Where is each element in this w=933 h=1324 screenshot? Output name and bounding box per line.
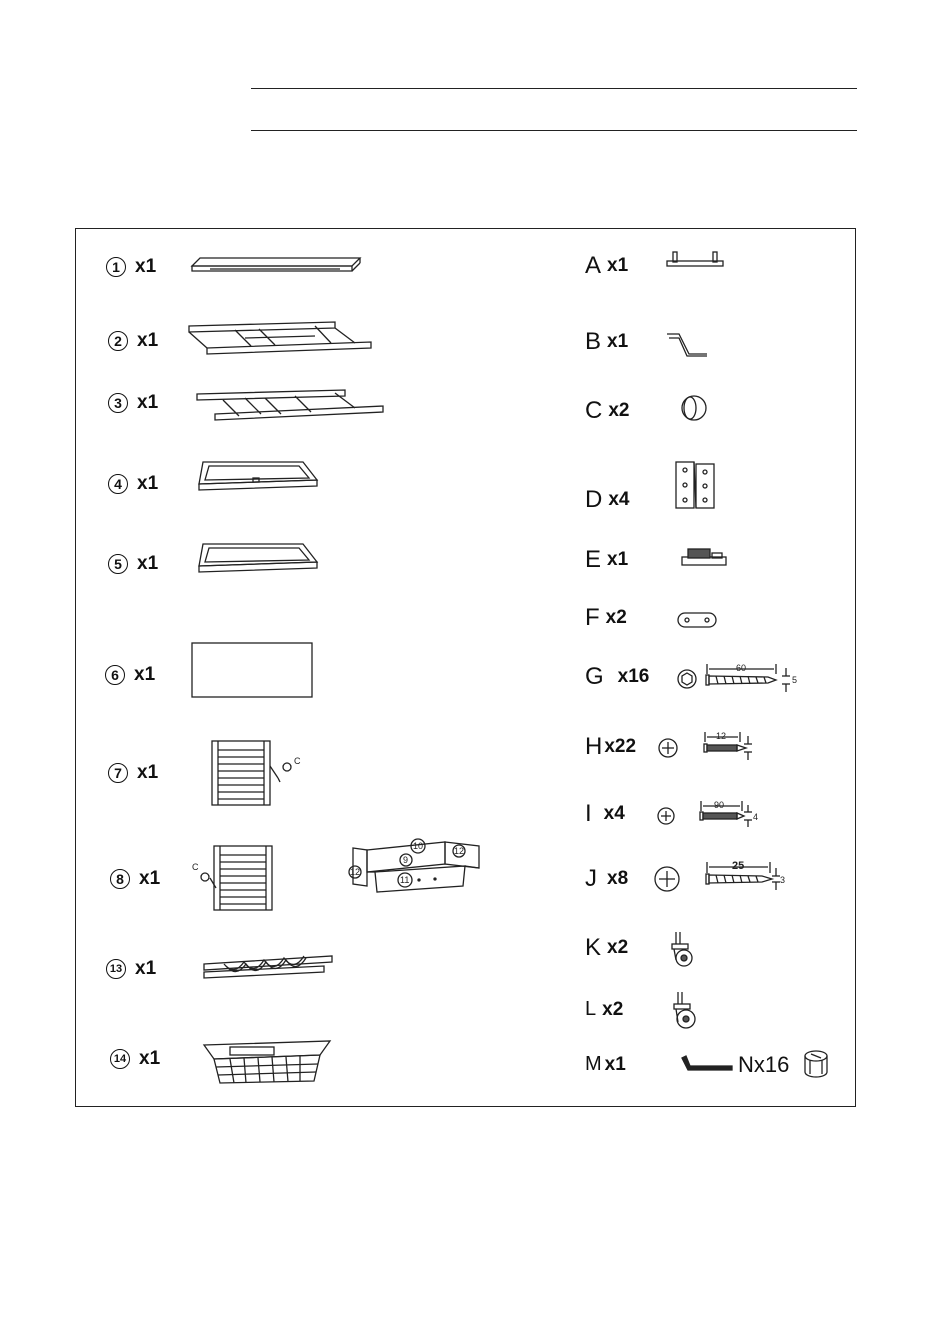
part-qty: x1 xyxy=(139,1048,161,1069)
hardware-I-label xyxy=(585,800,625,828)
hardware-letter: M xyxy=(585,1053,602,1075)
hardware-letter: G xyxy=(585,663,604,690)
cam-lock-N-illustration xyxy=(802,1048,832,1080)
part-qty: x1 xyxy=(137,473,159,494)
part-number: 7 xyxy=(108,763,128,783)
part-number: 3 xyxy=(108,393,128,413)
hardware-F-label xyxy=(585,604,627,632)
shelf-4-illustration xyxy=(195,458,320,494)
hardware-qty: x2 xyxy=(608,400,630,421)
door-7-illustration xyxy=(208,738,318,808)
part-qty: x1 xyxy=(139,868,161,889)
knob-C-illustration xyxy=(678,392,712,426)
drawer-callout-9: 9 xyxy=(403,855,409,865)
hardware-qty: x1 xyxy=(607,549,629,570)
hardware-letter: A xyxy=(585,252,602,279)
hardware-E-label xyxy=(585,546,628,574)
top-panel-illustration xyxy=(190,254,370,278)
header-rule-bottom xyxy=(251,130,857,131)
part-number: 5 xyxy=(108,554,128,574)
part-number: 13 xyxy=(106,959,126,979)
part-number: 1 xyxy=(106,257,126,277)
part-6-label xyxy=(105,664,155,686)
header-rule-top xyxy=(251,88,857,89)
part-qty: x1 xyxy=(137,553,159,574)
part-2-label xyxy=(108,330,158,352)
hardware-B-label xyxy=(585,328,628,356)
part-8-label xyxy=(110,868,160,890)
hardware-letter: D xyxy=(585,486,603,513)
hardware-qty: x2 xyxy=(605,607,627,628)
drawer-callout-12a: 12 xyxy=(454,846,465,856)
part-1-label xyxy=(106,256,156,278)
screw-G-length: 60 xyxy=(736,663,747,673)
hardware-H-label xyxy=(585,733,636,761)
door-8-illustration xyxy=(190,842,280,914)
part-qty: x1 xyxy=(137,330,159,351)
screw-I-length: 90 xyxy=(714,800,725,810)
basket-14-illustration xyxy=(200,1037,335,1087)
part-13-label xyxy=(106,958,156,980)
back-panel-illustration xyxy=(190,641,316,701)
hardware-letter: K xyxy=(585,934,602,961)
screw-G-diameter: 5 xyxy=(792,675,798,685)
part-3-label xyxy=(108,392,158,414)
part-number: 4 xyxy=(108,474,128,494)
door-7-hardware-callout: C xyxy=(294,756,301,766)
door-8-hardware-callout: C xyxy=(192,862,199,872)
plate-F-illustration xyxy=(676,610,720,630)
hardware-D-label xyxy=(585,486,629,514)
hardware-qty: x16 xyxy=(617,666,650,687)
handle-A-illustration xyxy=(665,250,727,272)
part-7-label xyxy=(108,762,158,784)
hardware-letter: F xyxy=(585,604,600,631)
screw-J-illustration xyxy=(652,858,790,898)
hardware-qty: x2 xyxy=(607,937,629,958)
hardware-letter: E xyxy=(585,546,602,573)
bracket-B-illustration xyxy=(665,330,710,358)
screw-J-length: 25 xyxy=(732,860,745,872)
screw-I-diameter: 4 xyxy=(753,812,759,822)
hardware-qty: x22 xyxy=(604,736,637,757)
hardware-letter: L xyxy=(585,998,597,1020)
shelf-5-illustration xyxy=(195,540,320,576)
frame-3-illustration xyxy=(195,384,390,428)
part-qty: x1 xyxy=(137,762,159,783)
hardware-letter: C xyxy=(585,397,603,424)
hardware-qty: x4 xyxy=(603,803,625,824)
hardware-A-label xyxy=(585,252,628,280)
hardware-qty: x1 xyxy=(604,1053,626,1075)
allen-key-M-illustration xyxy=(680,1052,736,1074)
caster-L-illustration xyxy=(664,990,702,1032)
part-qty: x1 xyxy=(134,664,156,685)
hardware-letter: B xyxy=(585,328,602,355)
caster-K-illustration xyxy=(664,930,700,970)
hardware-qty: x2 xyxy=(602,998,624,1020)
part-qty: x1 xyxy=(135,958,157,979)
screw-H-illustration xyxy=(656,728,760,768)
part-qty: x1 xyxy=(135,256,157,277)
drawer-illustration xyxy=(345,834,490,906)
part-4-label xyxy=(108,473,158,495)
drawer-callout-11: 11 xyxy=(400,875,410,885)
hardware-C-label xyxy=(585,397,629,425)
frame-2-illustration xyxy=(185,318,380,358)
hinge-D-illustration xyxy=(670,458,718,512)
screw-H-length: 12 xyxy=(716,731,727,741)
hardware-qty: x1 xyxy=(607,255,629,276)
drawer-callout-12b: 12 xyxy=(350,867,361,877)
hardware-letter: I xyxy=(585,800,592,827)
screw-I-illustration xyxy=(654,797,764,833)
part-qty: x1 xyxy=(137,392,159,413)
part-number: 6 xyxy=(105,665,125,685)
hardware-J-label xyxy=(585,865,628,893)
part-number: 8 xyxy=(110,869,130,889)
part-14-label xyxy=(110,1048,160,1070)
hardware-M-label xyxy=(585,1053,626,1076)
screw-J-diameter: 3 xyxy=(780,875,786,885)
hardware-qty: x4 xyxy=(608,489,630,510)
screw-G-illustration xyxy=(676,660,804,700)
cam-N-qty-label: Nx16 xyxy=(738,1052,790,1077)
rack-13-illustration xyxy=(200,948,340,982)
part-number: 14 xyxy=(110,1049,130,1069)
hardware-K-label xyxy=(585,934,628,962)
part-number: 2 xyxy=(108,331,128,351)
part-5-label xyxy=(108,553,158,575)
hardware-letter: J xyxy=(585,865,597,892)
catch-E-illustration xyxy=(678,545,728,571)
hardware-L-label xyxy=(585,998,623,1021)
hardware-qty: x8 xyxy=(607,868,629,889)
hardware-qty: x1 xyxy=(607,331,629,352)
hardware-G-label xyxy=(585,663,649,691)
drawer-callout-10: 10 xyxy=(413,841,424,851)
hardware-letter: H xyxy=(585,733,603,760)
